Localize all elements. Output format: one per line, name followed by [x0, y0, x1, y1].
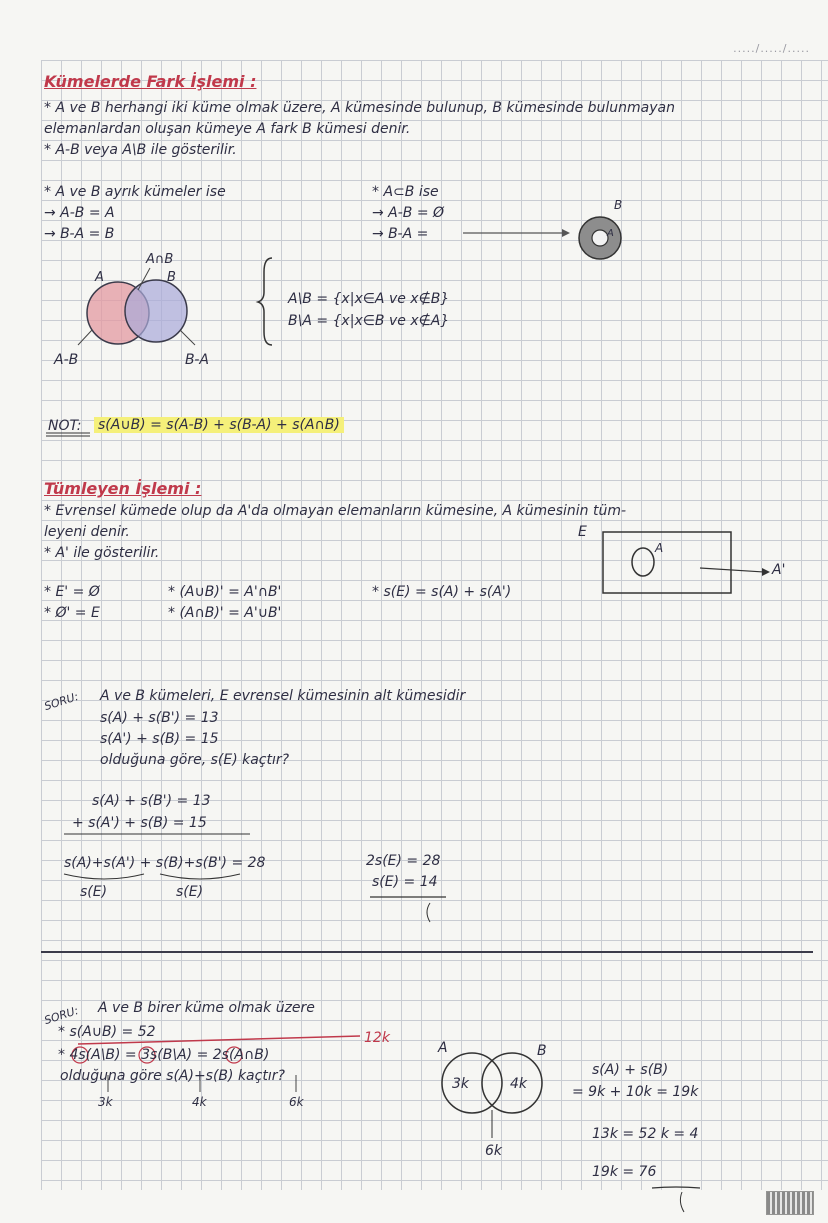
question2-solution-line1: s(A) + s(B) — [592, 1062, 669, 1078]
difference-definition-line1: * A ve B herhangi iki küme olmak üzere, A kümesinde bulunup, B kümesinde bulunmayan — [44, 100, 675, 116]
subset-inner-circle-A — [592, 230, 608, 246]
complement-definition-line1: * Evrensel kümede olup da A'da olmayan elemanların kümesine, A kümesinin tüm- — [44, 503, 627, 519]
question2-k-value-1: 3k — [98, 1095, 113, 1109]
publisher-logo — [766, 1191, 814, 1215]
venn-label-B-minus-A: B-A — [185, 352, 209, 368]
complement-box-label-E: E — [578, 524, 587, 540]
question2-solution-line3: 13k = 52 k = 4 — [592, 1126, 699, 1142]
question1-solution-sE-2: s(E) — [176, 884, 204, 900]
venn-label-intersection: A∩B — [146, 252, 174, 267]
q2-result-underline — [652, 1187, 700, 1188]
q1-result-tick — [427, 903, 430, 922]
complement-box-label-A: A — [655, 541, 664, 555]
rule-empty-complement: * Ø' = E — [44, 605, 100, 621]
disjoint-rule-1: → A-B = A — [44, 205, 115, 221]
question2-venn-label-A: A — [438, 1040, 448, 1056]
venn-label-B: B — [167, 270, 176, 285]
question1-solution-sE-1: s(E) — [80, 884, 108, 900]
question2-answer: 19k = 76 — [592, 1164, 657, 1180]
question2-line4: olduğuna göre s(A)+s(B) kaçtır? — [60, 1068, 285, 1084]
question2-venn-label-B: B — [537, 1043, 547, 1059]
date-placeholder: ...../...../..... — [733, 42, 810, 55]
q2-venn-circle-A — [442, 1053, 502, 1113]
question1-solution-line5: 2s(E) = 28 — [366, 853, 441, 869]
venn-circle-B — [125, 280, 187, 342]
question1-solution-line1: s(A) + s(B') = 13 — [92, 793, 211, 809]
venn-pointer-AmB — [78, 330, 92, 345]
question2-label: SORU: — [42, 1003, 81, 1028]
subset-label-A: A — [607, 228, 614, 239]
question1-solution-line2: + s(A') + s(B) = 15 — [72, 815, 207, 831]
question2-venn-under-value: 6k — [485, 1143, 503, 1159]
question1-label: SORU: — [42, 689, 81, 714]
q1-brace-2 — [160, 874, 240, 879]
question2-line2: * s(A∪B) = 52 — [58, 1024, 156, 1040]
set-definition-B-minus-A: B\A = {x|x∈B ve x∉A} — [288, 313, 450, 329]
question1-answer: s(E) = 14 — [372, 874, 438, 890]
subset-rule-2: → B-A = — [372, 226, 429, 242]
question2-venn-middle-value: 4k — [510, 1076, 528, 1092]
subset-arrow-head — [562, 229, 570, 237]
q1-brace-1 — [64, 874, 144, 879]
question1-line3: s(A') + s(B) = 15 — [100, 731, 219, 747]
disjoint-heading: * A ve B ayrık kümeler ise — [44, 184, 226, 200]
venn-label-A: A — [95, 270, 104, 285]
set-definition-brace — [258, 258, 272, 345]
question2-k-value-2: 4k — [192, 1095, 207, 1109]
difference-definition-line2: elemanlardan oluşan kümeye A fark B kümesi denir. — [44, 121, 411, 137]
venn-label-A-minus-B: A-B — [54, 352, 79, 368]
venn-pointer-BmA — [180, 330, 195, 345]
question2-12k-note: 12k — [364, 1030, 390, 1046]
complement-arrow — [700, 568, 764, 572]
set-definition-A-minus-B: A\B = {x|x∈A ve x∉B} — [288, 291, 450, 307]
difference-notation: * A-B veya A\B ile gösterilir. — [44, 142, 237, 158]
disjoint-rule-2: → B-A = B — [44, 226, 115, 242]
subset-rule-1: → A-B = Ø — [372, 205, 445, 221]
section-title-difference: Kümelerde Fark İşlemi : — [44, 72, 257, 91]
rule-universal-complement: * E' = Ø — [44, 584, 100, 600]
note-formula: s(A∪B) = s(A-B) + s(B-A) + s(A∩B) — [94, 417, 344, 433]
q2-result-tick — [680, 1192, 684, 1212]
section-title-complement: Tümleyen İşlemi : — [44, 479, 202, 498]
complement-label-Aprime: A' — [772, 562, 786, 578]
note-label: NOT: — [48, 418, 82, 434]
question2-line1: A ve B birer küme olmak üzere — [98, 1000, 315, 1016]
question1-solution-line3: s(A)+s(A') + s(B)+s(B') = 28 — [64, 855, 266, 871]
universal-set-box — [603, 532, 731, 593]
complement-circle-A — [632, 548, 654, 576]
question2-solution-line2: = 9k + 10k = 19k — [572, 1084, 699, 1100]
subset-heading: * A⊂B ise — [372, 184, 439, 200]
question2-k-value-3: 6k — [289, 1095, 304, 1109]
question2-venn-left-value: 3k — [452, 1076, 470, 1092]
section-divider — [41, 951, 813, 953]
rule-de-morgan-intersection: * (A∩B)' = A'∪B' — [168, 605, 282, 621]
complement-definition-line2: leyeni denir. — [44, 524, 130, 540]
question1-line1: A ve B kümeleri, E evrensel kümesinin alt kümesidir — [100, 688, 466, 704]
rule-cardinality: * s(E) = s(A) + s(A') — [372, 584, 512, 600]
complement-notation: * A' ile gösterilir. — [44, 545, 160, 561]
rule-de-morgan-union: * (A∪B)' = A'∩B' — [168, 584, 282, 600]
question1-line4: olduğuna göre, s(E) kaçtır? — [100, 752, 290, 768]
subset-label-B: B — [614, 198, 623, 212]
question1-line2: s(A) + s(B') = 13 — [100, 710, 219, 726]
complement-arrow-head — [762, 568, 770, 576]
question2-line3: * 4s(A\B) = 3s(B\A) = 2s(A∩B) — [58, 1047, 270, 1063]
